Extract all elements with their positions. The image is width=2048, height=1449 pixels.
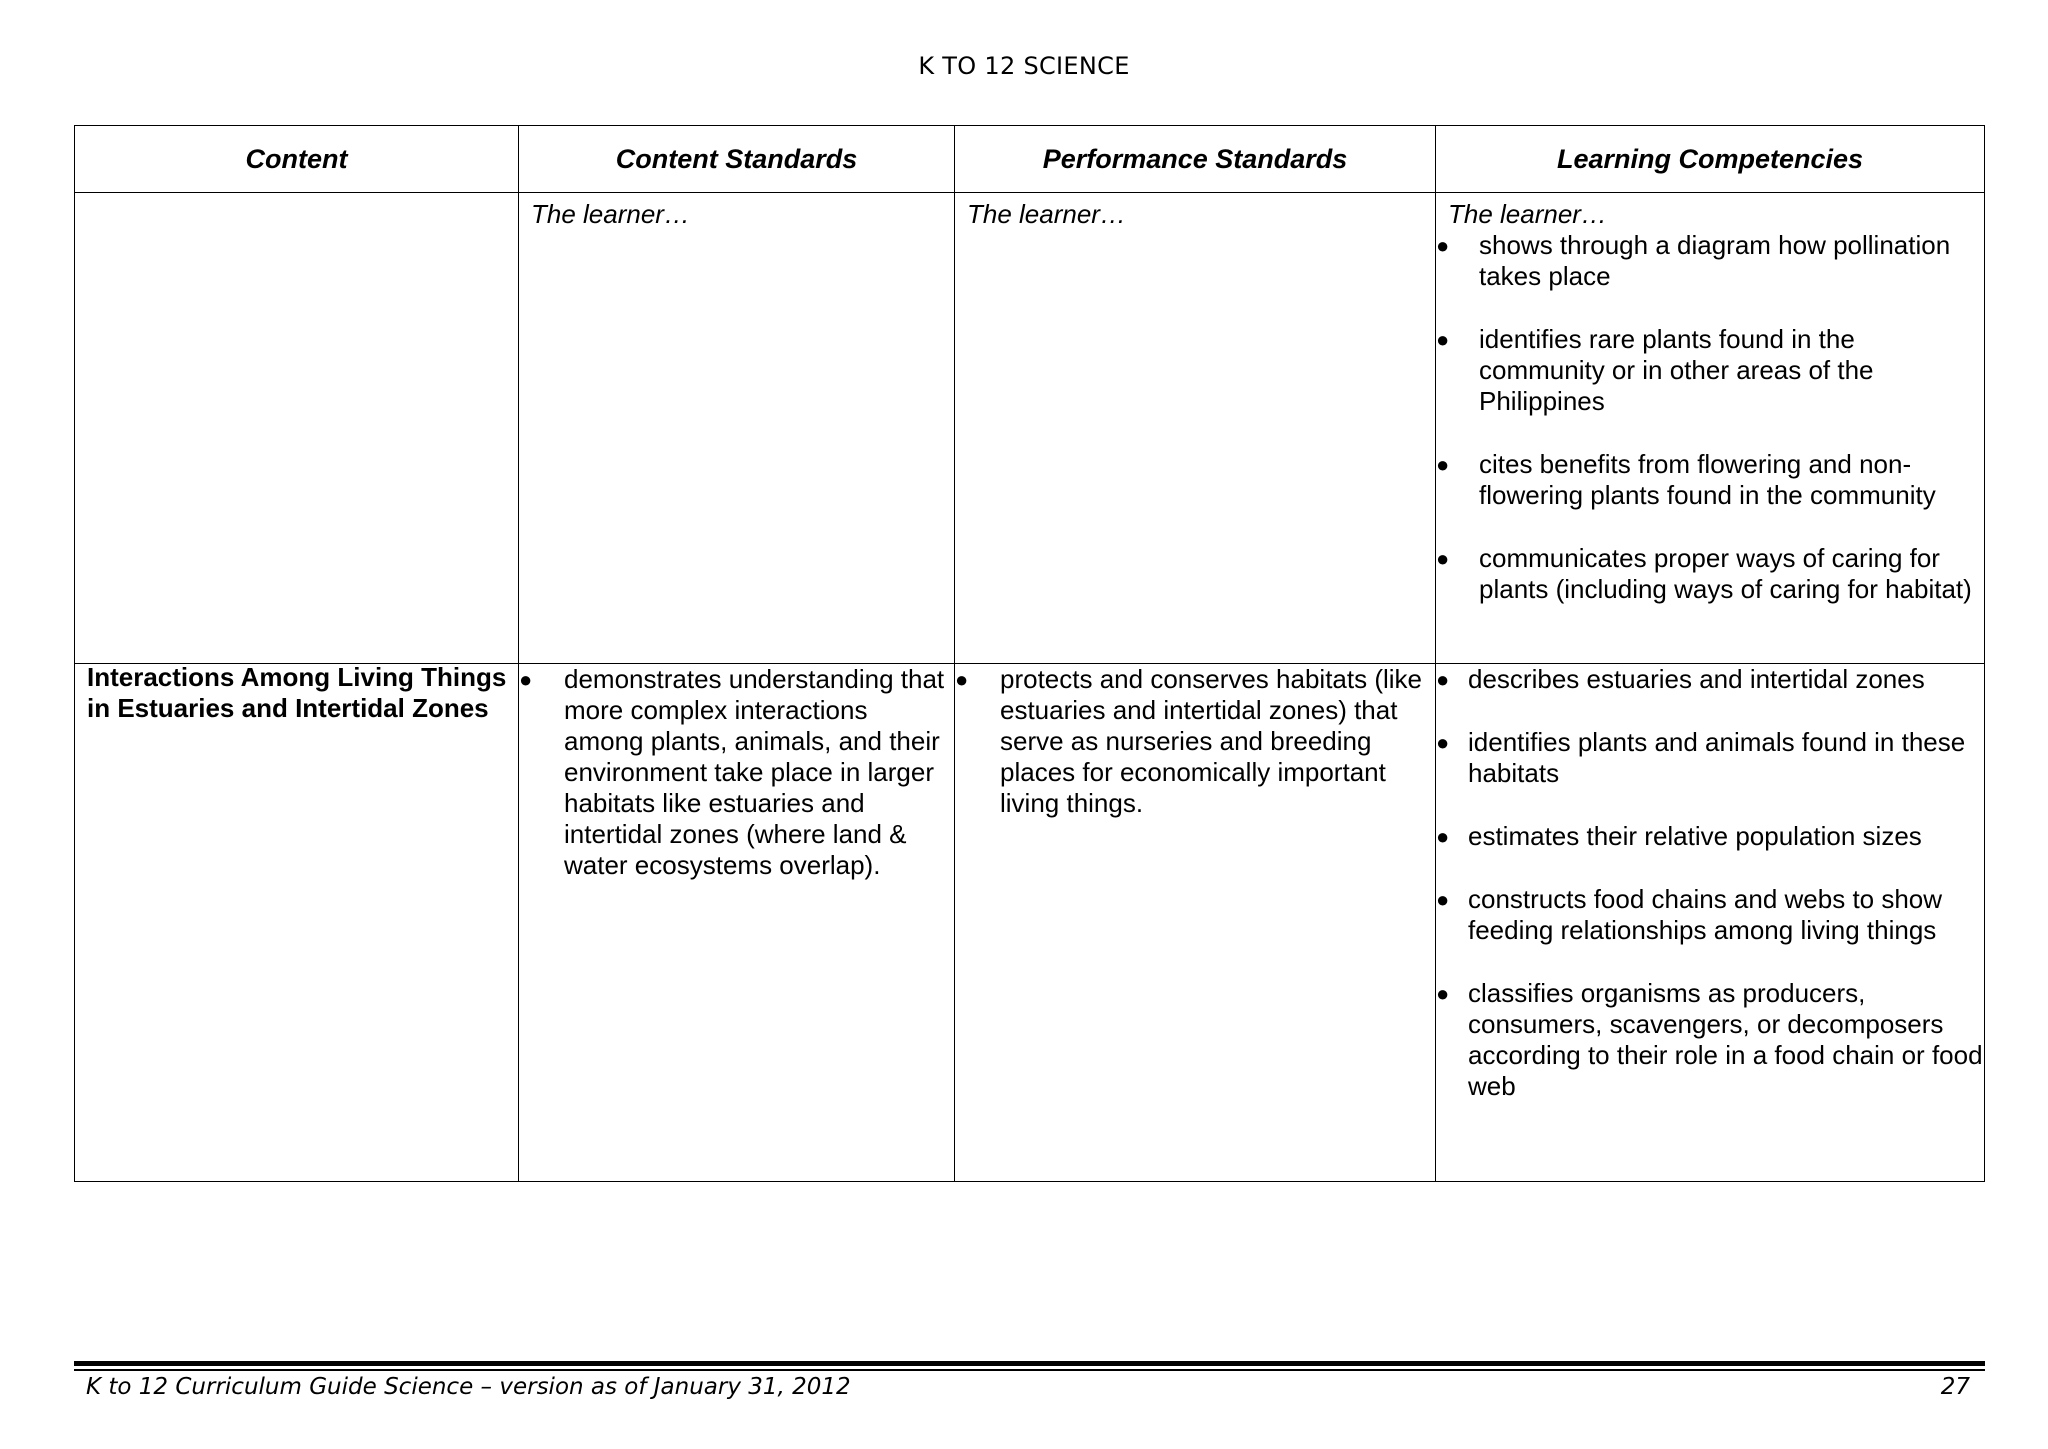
- bullet-icon: ●: [519, 667, 533, 692]
- bullet-icon: ●: [1436, 887, 1450, 912]
- content-cell-empty: [75, 193, 519, 664]
- content-standard-list: [519, 664, 954, 881]
- list-item: [1436, 664, 1984, 695]
- performance-standard-list: [955, 664, 1435, 819]
- table-header-row: [75, 126, 1985, 193]
- bullet-icon: ●: [1436, 824, 1450, 849]
- bullet-icon: ●: [955, 667, 969, 692]
- competency-list: [1436, 664, 1984, 1102]
- list-item: [1436, 324, 1984, 417]
- competency-text: identifies rare plants found in the community or in other areas of the Philippines: [1479, 324, 1874, 416]
- column-header-learning-competencies: Learning Competencies: [1436, 126, 1985, 193]
- performance-standards-cell: [955, 664, 1436, 1182]
- competency-text: communicates proper ways of caring for plants (including ways of caring for habitat): [1479, 543, 1972, 604]
- competency-text: describes estuaries and intertidal zones: [1468, 664, 1925, 694]
- curriculum-table: [74, 125, 1985, 1182]
- list-item: [1436, 230, 1984, 292]
- column-header-performance-standards: Performance Standards: [955, 126, 1436, 193]
- list-item: [1436, 449, 1984, 511]
- performance-standard-text: protects and conserves habitats (like estuaries and intertidal zones) that serve as nurseries and breeding places for economically important living things.: [1000, 664, 1422, 818]
- page-header-title: K TO 12 SCIENCE: [918, 52, 1130, 80]
- content-standards-cell: [519, 664, 955, 1182]
- learning-competencies-cell: [1436, 193, 1985, 664]
- bullet-icon: ●: [1436, 730, 1450, 755]
- list-item: [1436, 884, 1984, 946]
- learning-competencies-cell: [1436, 664, 1985, 1182]
- list-item: [1436, 543, 1984, 605]
- list-item: [1436, 978, 1984, 1102]
- bullet-icon: ●: [1436, 452, 1450, 477]
- table-row: [75, 664, 1985, 1182]
- competency-text: shows through a diagram how pollination takes place: [1479, 230, 1951, 291]
- list-item: [1436, 821, 1984, 852]
- bullet-icon: ●: [1436, 327, 1450, 352]
- bullet-icon: ●: [1436, 667, 1450, 692]
- competency-text: cites benefits from flowering and non-flowering plants found in the community: [1479, 449, 1936, 510]
- bullet-icon: ●: [1436, 233, 1450, 258]
- table-row: [75, 193, 1985, 664]
- competency-text: identifies plants and animals found in these habitats: [1468, 727, 1966, 788]
- bullet-icon: ●: [1436, 981, 1450, 1006]
- column-header-content-standards: Content Standards: [519, 126, 955, 193]
- footer-rule: [74, 1369, 1985, 1371]
- footer-document-info: K to 12 Curriculum Guide Science – version as of January 31, 2012: [86, 1374, 851, 1400]
- learner-prefix: The learner…: [967, 199, 1126, 229]
- list-item: [1436, 727, 1984, 789]
- competency-text: classifies organisms as producers, consumers, scavengers, or decomposers according to their role in a food chain or food web: [1468, 978, 1983, 1101]
- list-item: [519, 664, 954, 881]
- column-header-content: Content: [75, 126, 519, 193]
- competency-text: constructs food chains and webs to show feeding relationships among living things: [1468, 884, 1943, 945]
- learner-prefix: The learner…: [1448, 199, 1607, 229]
- competency-text: estimates their relative population sizes: [1468, 821, 1922, 851]
- bullet-icon: ●: [1436, 546, 1450, 571]
- footer-page-number: 27: [1940, 1374, 1970, 1400]
- content-topic-title: Interactions Among Living Things in Estuaries and Intertidal Zones: [87, 662, 507, 723]
- content-standards-cell: [519, 193, 955, 664]
- learner-prefix: The learner…: [531, 199, 690, 229]
- competency-list: [1436, 230, 1984, 605]
- list-item: [955, 664, 1435, 819]
- footer-rule: [74, 1361, 1985, 1366]
- performance-standards-cell: [955, 193, 1436, 664]
- content-standard-text: demonstrates understanding that more complex interactions among plants, animals, and their environment take place in larger habitats like estuaries and intertidal zones (where land & water ecosystems overlap).: [564, 664, 945, 880]
- content-cell: [75, 664, 519, 1182]
